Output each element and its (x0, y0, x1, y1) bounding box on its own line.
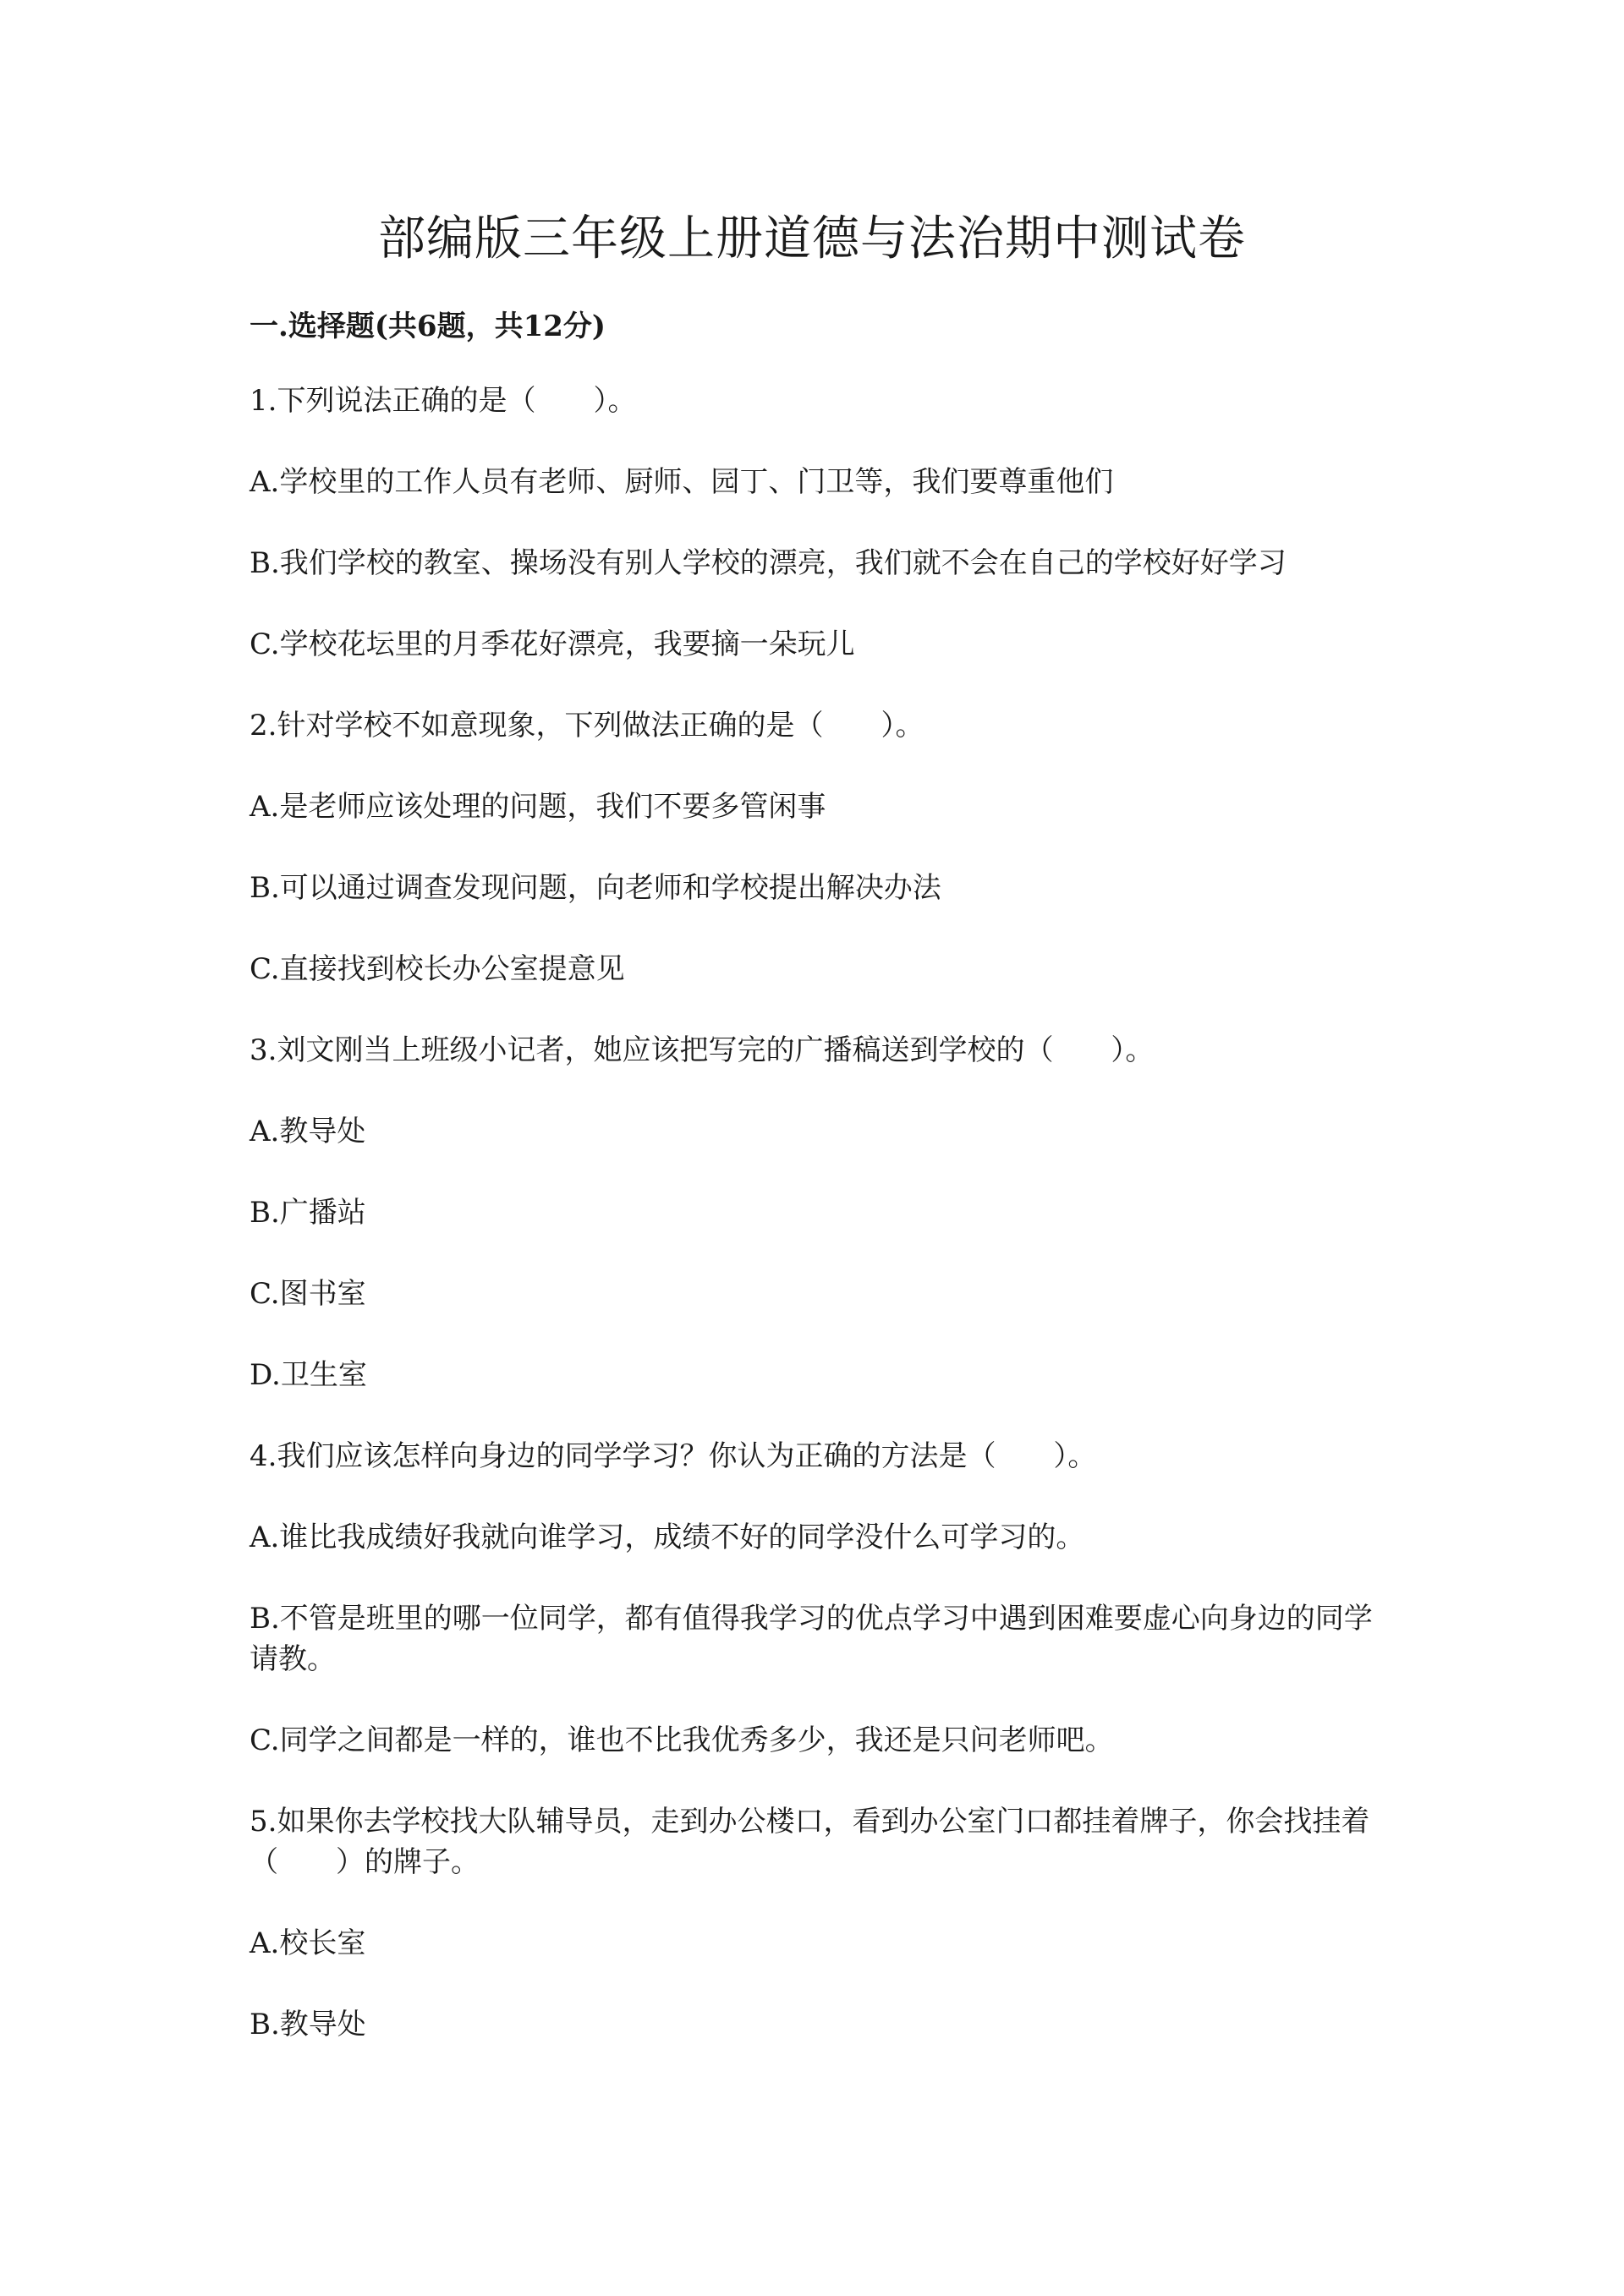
answer-option: A.是老师应该处理的问题，我们不要多管闲事 (250, 790, 826, 824)
answer-option: A.教导处 (250, 1115, 366, 1148)
question-stem: 4.我们应该怎样向身边的同学学习？你认为正确的方法是（ ）。 (250, 1439, 1097, 1473)
question-list (250, 381, 1383, 2085)
page-title: 部编版三年级上册道德与法治期中测试卷 (378, 211, 1246, 266)
answer-option: C.图书室 (250, 1277, 366, 1311)
answer-option: B.可以通过调查发现问题，向老师和学校提出解决办法 (250, 871, 941, 905)
answer-option: C.学校花坛里的月季花好漂亮，我要摘一朵玩儿 (250, 627, 855, 661)
answer-option: B.教导处 (250, 2008, 366, 2041)
question-stem: 5.如果你去学校找大队辅导员，走到办公楼口，看到办公室门口都挂着牌子，你会找挂着（ ）的牌子。 (250, 1805, 1370, 1879)
answer-option: A.学校里的工作人员有老师、厨师、园丁、门卫等，我们要尊重他们 (250, 465, 1114, 499)
answer-option: D.卫生室 (250, 1358, 367, 1392)
question-stem: 1.下列说法正确的是（ ）。 (250, 384, 637, 418)
answer-option: C.直接找到校长办公室提意见 (250, 952, 625, 986)
answer-option: B.不管是班里的哪一位同学，都有值得我学习的优点学习中遇到困难要虚心向身边的同学请教。 (250, 1602, 1373, 1676)
answer-option: B.广播站 (250, 1196, 366, 1230)
question-stem: 2.针对学校不如意现象，下列做法正确的是（ ）。 (250, 709, 924, 743)
section-heading: 一.选择题(共6题，共12分) (250, 310, 606, 343)
answer-option: A.谁比我成绩好我就向谁学习，成绩不好的同学没什么可学习的。 (250, 1521, 1085, 1554)
question-stem: 3.刘文刚当上班级小记者，她应该把写完的广播稿送到学校的（ ）。 (250, 1033, 1155, 1067)
answer-option: A.校长室 (250, 1926, 366, 1960)
answer-option: C.同学之间都是一样的，谁也不比我优秀多少，我还是只问老师吧。 (250, 1723, 1114, 1757)
answer-option: B.我们学校的教室、操场没有别人学校的漂亮，我们就不会在自己的学校好好学习 (250, 546, 1287, 580)
